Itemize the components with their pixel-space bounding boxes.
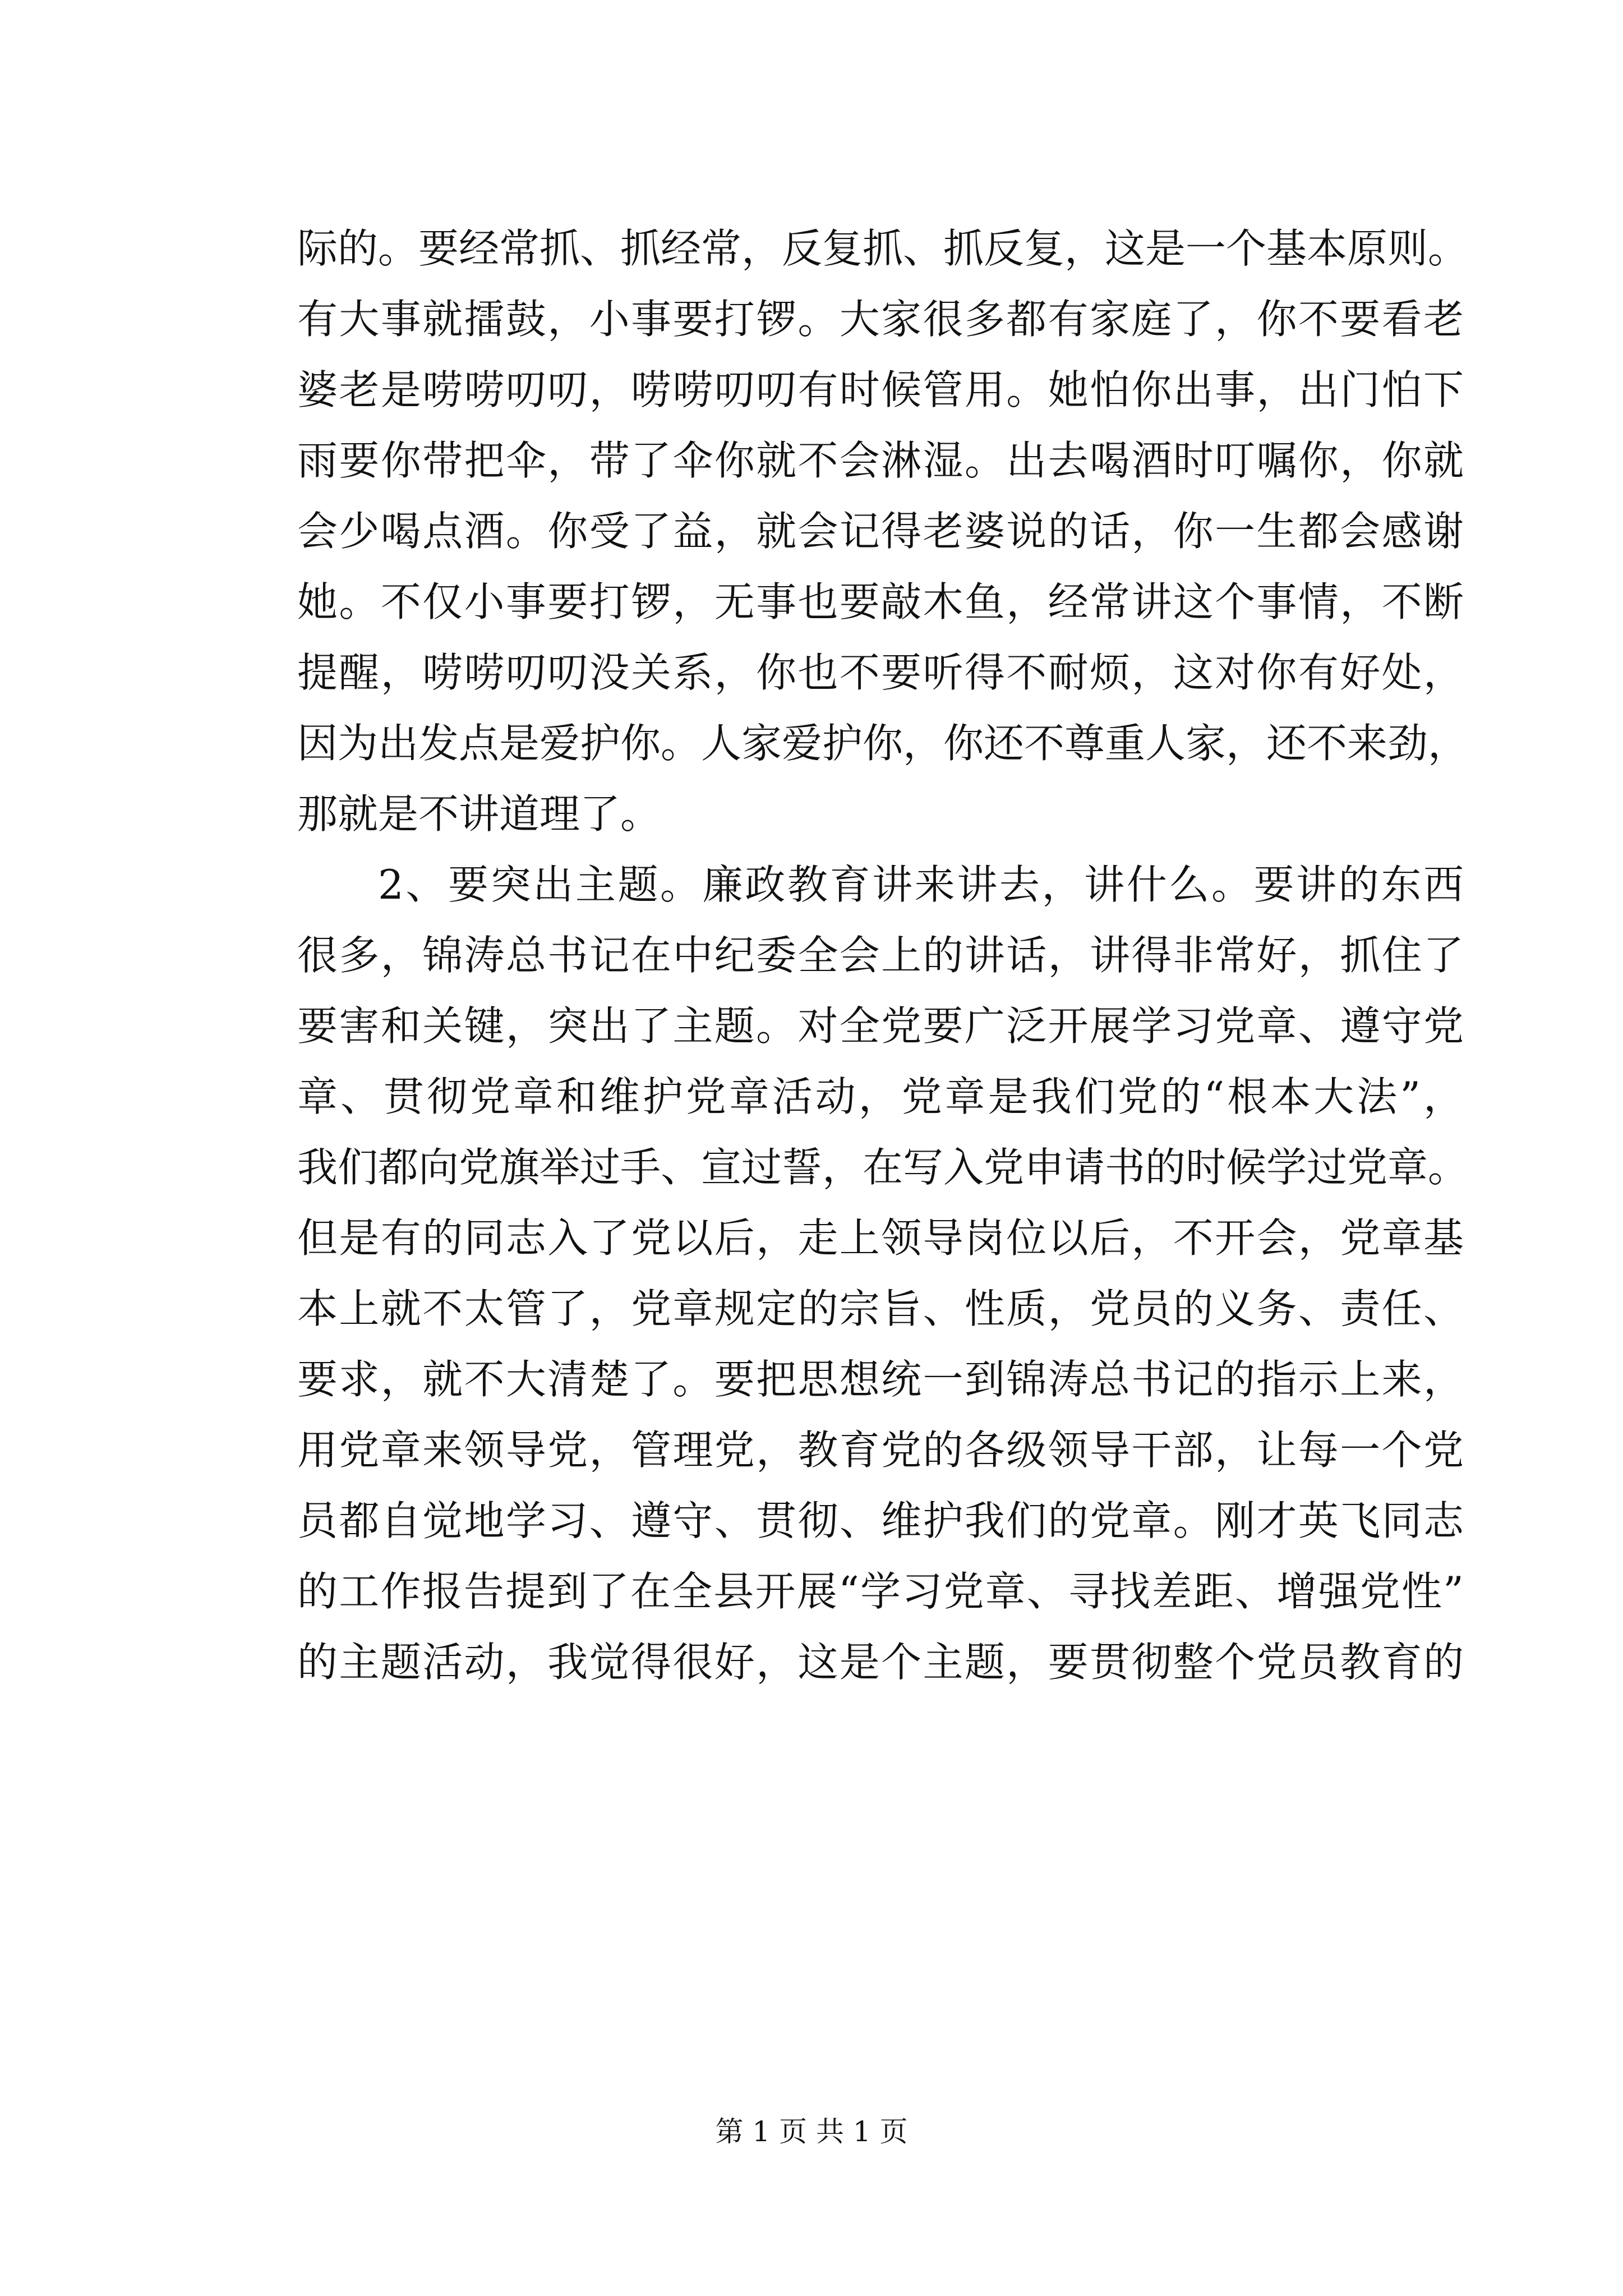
text-line: 提醒，唠唠叨叨没关系，你也不要听得不耐烦，这对你有好处，	[297, 649, 1464, 696]
text-line: 的主题活动，我觉得很好，这是个主题，要贯彻整个党员教育的	[297, 1639, 1464, 1686]
text-line: 要害和关键，突出了主题。对全党要广泛开展学习党章、遵守党	[297, 1002, 1464, 1050]
paragraph-2	[297, 849, 1469, 1697]
text-line: 本上就不太管了，党章规定的宗旨、性质，党员的义务、责任、	[297, 1285, 1464, 1332]
text-line: 际的。要经常抓、抓经常，反复抓、抓反复，这是一个基本原则。	[297, 225, 1469, 272]
text-line: 有大事就擂鼓，小事要打锣。大家很多都有家庭了，你不要看老	[297, 296, 1464, 343]
text-line: 因为出发点是爱护你。人家爱护你，你还不尊重人家，还不来劲，	[297, 720, 1469, 767]
page-number: 第 1 页 共 1 页	[715, 2115, 908, 2148]
text-line: 很多，锦涛总书记在中纪委全会上的讲话，讲得非常好，抓住了	[297, 932, 1464, 979]
page-footer	[0, 2112, 1623, 2151]
text-line: 会少喝点酒。你受了益，就会记得老婆说的话，你一生都会感谢	[297, 508, 1464, 555]
text-line: 她。不仅小事要打锣，无事也要敲木鱼，经常讲这个事情，不断	[297, 578, 1464, 625]
text-line: 但是有的同志入了党以后，走上领导岗位以后，不开会，党章基	[297, 1214, 1464, 1262]
text-line: 婆老是唠唠叨叨，唠唠叨叨有时候管用。她怕你出事，出门怕下	[297, 366, 1464, 413]
text-line: 要求，就不大清楚了。要把思想统一到锦涛总书记的指示上来，	[297, 1356, 1464, 1403]
text-line: 员都自觉地学习、遵守、贯彻、维护我们的党章。刚才英飞同志	[297, 1497, 1464, 1544]
text-line: 雨要你带把伞，带了伞你就不会淋湿。出去喝酒时叮嘱你，你就	[297, 437, 1464, 484]
text-line: 的工作报告提到了在全县开展“学习党章、寻找差距、增强党性”	[297, 1568, 1464, 1615]
paragraph-1	[297, 213, 1469, 849]
text-line: 那就是不讲道理了。	[297, 790, 661, 838]
text-line: 章、贯彻党章和维护党章活动，党章是我们党的“根本大法”，	[297, 1073, 1464, 1120]
text-line: 用党章来领导党，管理党，教育党的各级领导干部，让每一个党	[297, 1427, 1464, 1474]
text-line: 2、要突出主题。廉政教育讲来讲去，讲什么。要讲的东西	[378, 861, 1464, 908]
document-body	[297, 213, 1469, 1697]
text-line: 我们都向党旗举过手、宣过誓，在写入党申请书的时候学过党章。	[297, 1144, 1469, 1191]
